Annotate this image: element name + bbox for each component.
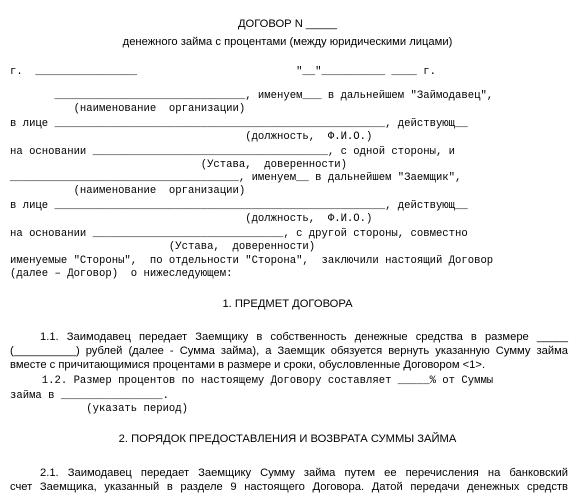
borrower-line: ____________________________________, именуем__ в дальнейшем "Заемщик", <box>10 172 462 184</box>
lender-representative-line: в лице ____________________________________________________, действующ__ <box>10 118 468 130</box>
borrower-basis-line: на основании ______________________________, с другой стороны, совместно <box>10 228 468 240</box>
section1-heading: 1. ПРЕДМЕТ ДОГОВОРА <box>222 298 353 310</box>
preamble-end-line: (далее – Договор) о нижеследующем: <box>10 268 233 280</box>
borrower-position-caption: (должность, Ф.И.О.) <box>10 213 373 225</box>
clause-1-2-line2: займа в ________________. <box>10 390 169 402</box>
clause-1-1-line2: (__________) рублей (далее - Сумма займа), а Заемщик обязуется вернуть указанную Сумму займа <box>10 345 568 357</box>
clause-2-1-line1: 2.1. Заимодавец передает Заемщику Сумму займа путем ее перечисления на банковский <box>40 467 568 479</box>
borrower-org-caption: (наименование организации) <box>10 185 246 197</box>
section2-heading: 2. ПОРЯДОК ПРЕДОСТАВЛЕНИЯ И ВОЗВРАТА СУММЫ ЗАЙМА <box>118 433 457 445</box>
clause-1-1-line3: вместе с причитающимися процентами в размере и сроки, обусловленные Договором <1>. <box>10 359 486 371</box>
clause-1-2-line1: 1.2. Размер процентов по настоящему Договору составляет _____% от Суммы <box>10 375 494 387</box>
clause-1-1-line1: 1.1. Заимодавец передает Заемщику в собственность денежные средства в размере _____ <box>40 331 568 343</box>
borrower-basis-caption: (Устава, доверенности) <box>10 241 316 253</box>
place-date-line: г. ________________ "__"__________ ____ г. <box>10 66 436 78</box>
document-title: ДОГОВОР N _____ <box>237 18 338 30</box>
lender-org-caption: (наименование организации) <box>10 103 246 115</box>
borrower-representative-line: в лице ____________________________________________________, действующ__ <box>10 200 468 212</box>
document-subtitle: денежного займа с процентами (между юридическими лицами) <box>122 36 453 48</box>
period-caption: (указать период) <box>10 403 189 415</box>
lender-line: ______________________________, именуем___ в дальнейшем "Займодавец", <box>10 90 494 102</box>
lender-position-caption: (должность, Ф.И.О.) <box>10 131 373 143</box>
parties-line: именуемые "Стороны", по отдельности "Сторона", заключили настоящий Договор <box>10 255 494 267</box>
lender-basis-caption: (Устава, доверенности) <box>10 159 347 171</box>
lender-basis-line: на основании _____________________________________, с одной стороны, и <box>10 146 456 158</box>
clause-2-1-line2: счет Заемщика, указанный в разделе 9 настоящего Договора. Датой передачи денежных средств <box>10 481 568 493</box>
